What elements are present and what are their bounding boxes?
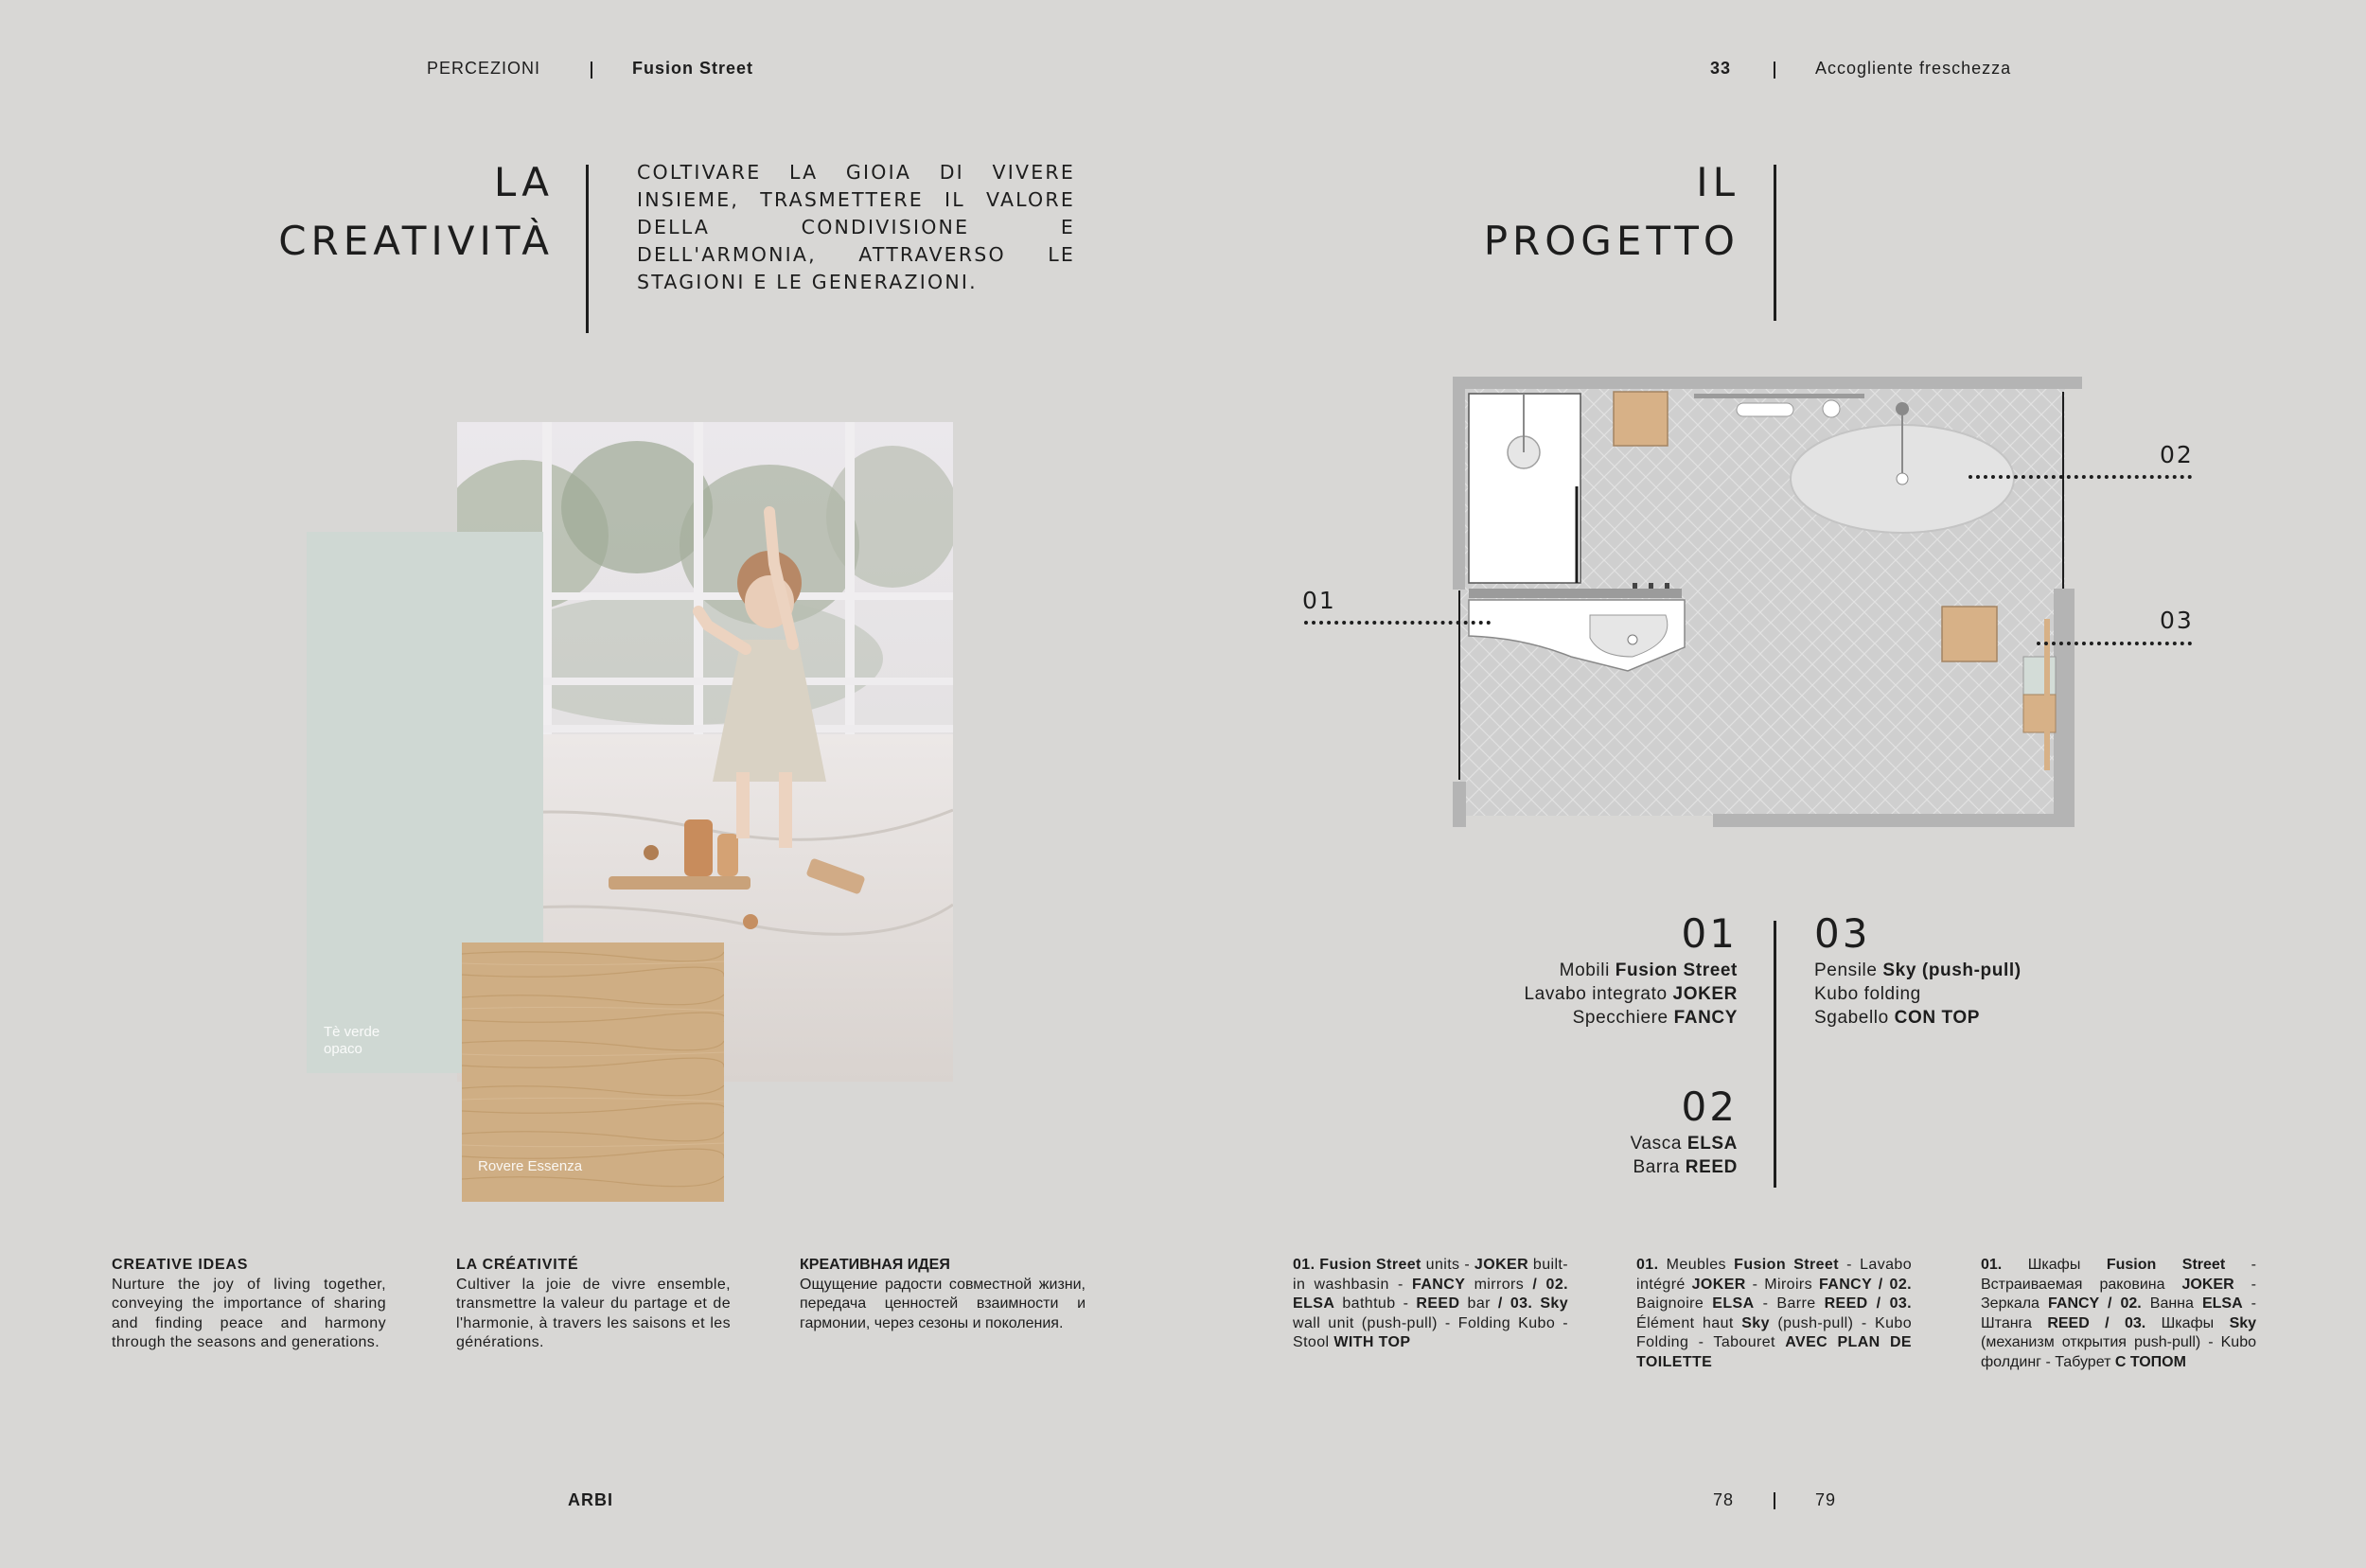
cap-en-g: / 02. ELSA [1293,1276,1568,1312]
spec-01-line-1 [1457,959,1738,982]
caption-ru-left [800,1256,1086,1333]
spec-01-line-2 [1457,982,1738,1006]
callout-02-leader [1969,475,2192,479]
swatch-oak-label: Rovere Essenza [478,1158,583,1174]
collection-title: Fusion Street [632,59,754,78]
spec-02-line-2 [1457,1155,1738,1179]
cap-ru-c: Fusion Street [2106,1257,2226,1273]
cap-en-h: bathtub - [1334,1295,1417,1312]
spec-03 [1814,910,2117,1030]
brand-footer: ARBI [568,1490,613,1509]
spec-01-l2b: JOKER [1672,984,1738,1004]
cap-en-e: FANCY [1412,1276,1466,1293]
page-number-left: 78 [1713,1490,1735,1509]
spec-01-line-3 [1457,1006,1738,1030]
cap-en-i: REED [1416,1295,1460,1312]
cap-fr-g: FANCY / 02. [1818,1276,1912,1293]
bathroom-floor-plan [1448,373,2092,837]
title-line-1: LA [493,159,554,205]
caption-fr-right [1636,1256,1912,1372]
cap-en-d: built-in washbasin - [1293,1257,1568,1293]
cap-ru-j: - Штанга [1981,1295,2256,1331]
cap-ru-f: - Зеркала [1981,1276,2256,1312]
cap-ru-g: FANCY / 02. [2048,1295,2142,1312]
cap-fr-m: Sky [1741,1314,1770,1331]
title-line-2: CREATIVITÀ [278,218,554,264]
header-divider-right [1774,62,1775,79]
cap-ru-o: С ТОПОМ [2114,1353,2186,1370]
spec-02-l1a: Vasca [1630,1134,1687,1154]
spec-03-number: 03 [1814,910,1871,957]
caption-en-title: CREATIVE IDEAS [112,1257,249,1273]
cap-fr-j: - Barre [1754,1295,1825,1312]
page-title-right [1420,153,1739,271]
floor-plan-drawing [1448,373,2092,837]
cap-ru-k: REED / 03. [2047,1314,2146,1331]
swatch-oak [462,943,724,1202]
spec-03-l3b: CON TOP [1894,1008,1981,1028]
caption-ru-right [1981,1256,2256,1372]
header-divider-left [591,62,592,79]
callout-02: 02 [2160,441,2194,468]
spec-03-line-1 [1814,959,2117,982]
cap-fr-h: Baignoire [1636,1295,1713,1312]
caption-en-right [1293,1256,1568,1353]
cap-ru-b: Шкафы [2002,1257,2107,1273]
caption-ru-text: Ощущение радости совместной жизни, передача ценностей взаимности и гармонии, через сезоны и поколения. [800,1276,1086,1331]
cap-fr-b: Meubles [1658,1257,1735,1273]
callout-03: 03 [2160,607,2194,634]
spec-02-l1b: ELSA [1686,1134,1738,1154]
page-title-left [170,153,554,271]
title-line-2-right: PROGETTO [1483,218,1739,264]
cap-fr-a: 01. [1636,1257,1659,1273]
title-divider-left [586,165,589,333]
swatch-green-label-1: Tè verde [324,1024,380,1040]
title-line-1-right: IL [1696,159,1739,205]
chapter-title: Accogliente freschezza [1815,59,2012,78]
caption-fr-left [456,1256,731,1353]
cap-en-f: mirrors [1465,1276,1533,1293]
spec-03-lines [1814,959,2117,1030]
cap-ru-m: Sky [2229,1314,2257,1331]
cap-ru-h: Ванна [2141,1295,2202,1312]
spec-01-l1b: Fusion Street [1615,960,1738,980]
spec-03-line-3 [1814,1006,2117,1030]
cap-fr-e: JOKER [1691,1276,1746,1293]
spec-01-lines [1457,959,1738,1030]
cap-fr-i: ELSA [1712,1295,1755,1312]
cap-fr-c: Fusion Street [1734,1257,1839,1273]
caption-en-text: Nurture the joy of living together, conveying the importance of sharing and finding peace and harmony through the seasons and generations. [112,1276,386,1350]
caption-fr-text: Cultiver la joie de vivre ensemble, transmettre la valeur du partage et de l'harmonie, à travers les saisons et les générations. [456,1276,731,1350]
cap-ru-i: ELSA [2201,1295,2243,1312]
callout-01-leader [1304,621,1491,625]
cap-fr-l: Élément haut [1636,1314,1742,1331]
caption-en-left [112,1256,386,1353]
cap-fr-d: - Lavabo intégré [1636,1257,1913,1293]
cap-fr-f: - Miroirs [1745,1276,1819,1293]
cap-en-l: wall unit (push-pull) - Folding Kubo - Stool [1293,1314,1568,1350]
spec-02-l2b: REED [1685,1157,1738,1177]
spec-02 [1457,1084,1738,1179]
spec-01-l2a: Lavabo integrato [1524,984,1673,1004]
cap-en-k: / 03. Sky [1497,1295,1568,1312]
caption-ru-title: КРЕАТИВНАЯ ИДЕЯ [800,1257,950,1273]
cap-fr-o: AVEC PLAN DE TOILETTE [1636,1334,1912,1370]
cap-en-a: 01. Fusion Street [1293,1257,1421,1273]
cap-ru-a: 01. [1981,1257,2003,1273]
spec-01-l1a: Mobili [1559,960,1616,980]
cap-ru-n: (механизм открытия push-pull) - Kubo фолдинг - Табурет [1981,1334,2256,1370]
cap-en-j: bar [1459,1295,1498,1312]
callout-03-leader [2037,642,2192,645]
spec-01-number: 01 [1681,910,1738,957]
page-number-right: 79 [1815,1490,1837,1509]
spec-02-l2a: Barra [1633,1157,1686,1177]
cap-fr-k: REED / 03. [1824,1295,1913,1312]
spec-03-l1b: Sky (push-pull) [1882,960,2022,980]
spec-03-l1a: Pensile [1814,960,1883,980]
title-divider-right [1774,165,1776,321]
spec-01-l3b: FANCY [1673,1008,1738,1028]
callout-01: 01 [1302,587,1336,614]
cap-en-b: units - [1421,1257,1474,1273]
spec-01 [1457,910,1738,1030]
spec-03-l3a: Sgabello [1814,1008,1895,1028]
cap-ru-l: Шкафы [2145,1314,2230,1331]
cap-ru-d: - Встраиваемая раковина [1981,1257,2257,1293]
spec-divider [1774,921,1776,1188]
footer-divider [1774,1492,1775,1509]
section-label: PERCEZIONI [427,59,541,78]
header-page-number: 33 [1710,59,1732,78]
cap-ru-e: JOKER [2181,1276,2234,1293]
swatch-green-label [324,1024,380,1058]
cap-en-m: WITH TOP [1333,1334,1411,1350]
cap-en-c: JOKER [1474,1257,1529,1273]
spec-02-line-1 [1457,1132,1738,1155]
cap-fr-n: (push-pull) - Kubo Folding - Tabouret [1636,1314,1912,1350]
spec-02-lines [1457,1132,1738,1179]
intro-text: COLTIVARE LA GIOIA DI VIVERE INSIEME, TRASMETTERE IL VALORE DELLA CONDIVISIONE E DELL'ARMONIA, ATTRAVERSO LE STAGIONI E LE GENERAZIONI. [637,161,1075,293]
caption-fr-title: LA CRÉATIVITÉ [456,1257,579,1273]
spec-02-number: 02 [1681,1084,1738,1130]
swatch-green-label-2: opaco [324,1041,362,1057]
spec-01-l3a: Specchiere [1572,1008,1674,1028]
spec-03-line-2: Kubo folding [1814,984,1921,1004]
